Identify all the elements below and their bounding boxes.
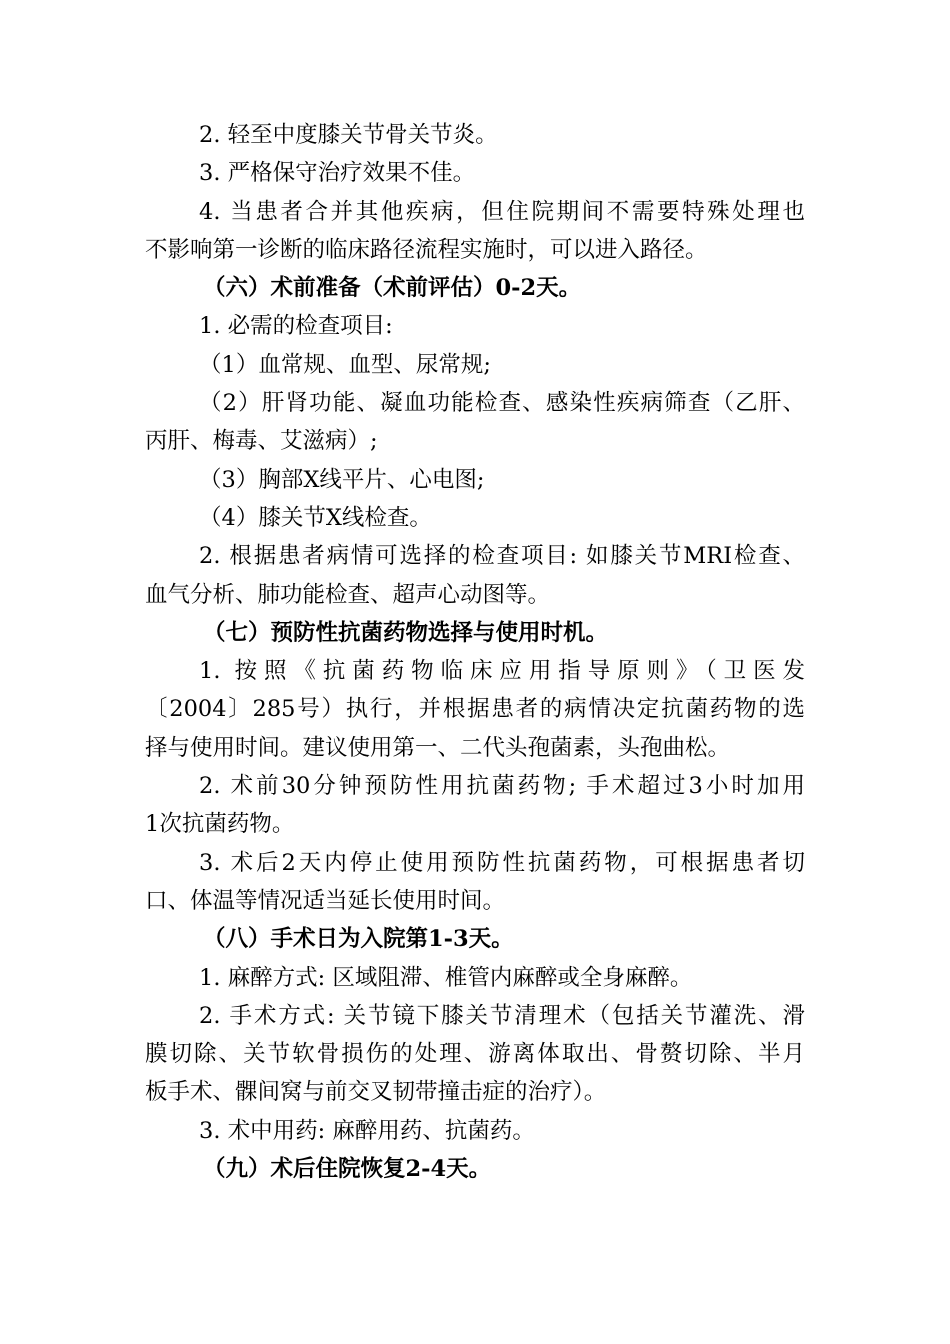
text-line: 3. 严格保守治疗效果不佳。 bbox=[199, 160, 476, 187]
text-line: 2. 手术方式: 关节镜下膝关节清理术（包括关节灌洗、滑 bbox=[199, 1002, 805, 1029]
text-line: 血气分析、肺功能检查、超声心动图等。 bbox=[145, 581, 551, 608]
section-heading: （九）术后住院恢复2-4天。 bbox=[203, 1156, 492, 1183]
text-line: 口、体温等情况适当延长使用时间。 bbox=[145, 887, 506, 914]
text-line: 〔2004〕285号）执行，并根据患者的病情决定抗菌药物的选 bbox=[145, 696, 805, 723]
text-line: 丙肝、梅毒、艾滋病）; bbox=[145, 428, 378, 455]
document-page bbox=[145, 116, 805, 1188]
text-line: 1次抗菌药物。 bbox=[145, 811, 295, 838]
text-line: （1）血常规、血型、尿常规; bbox=[199, 351, 491, 378]
text-line: 2. 根据患者病情可选择的检查项目: 如膝关节MRI检查、 bbox=[199, 543, 805, 570]
text-line: （2）肝肾功能、凝血功能检查、感染性疾病筛查（乙肝、 bbox=[199, 390, 805, 417]
text-line: 1. 按照《抗菌药物临床应用指导原则》（卫医发 bbox=[199, 658, 805, 685]
text-line: （3）胸部X线平片、心电图; bbox=[199, 466, 485, 493]
text-line: 不影响第一诊断的临床路径流程实施时，可以进入路径。 bbox=[145, 236, 708, 263]
text-line: 2. 术前30分钟预防性用抗菌药物; 手术超过3小时加用 bbox=[199, 773, 805, 800]
text-line: 3. 术中用药: 麻醉用药、抗菌药。 bbox=[199, 1117, 535, 1144]
text-line: 膜切除、关节软骨损伤的处理、游离体取出、骨赘切除、半月 bbox=[145, 1041, 805, 1068]
text-line: 1. 麻醉方式: 区域阻滞、椎管内麻醉或全身麻醉。 bbox=[199, 964, 693, 991]
text-line: （4）膝关节X线检查。 bbox=[199, 504, 432, 531]
text-line: 1. 必需的检查项目: bbox=[199, 313, 393, 340]
section-heading: （六）术前准备（术前评估）0-2天。 bbox=[203, 275, 582, 302]
text-line: 板手术、髁间窝与前交叉韧带撞击症的治疗）。 bbox=[145, 1079, 607, 1106]
text-line: 4. 当患者合并其他疾病，但住院期间不需要特殊处理也 bbox=[199, 198, 805, 225]
section-heading: （八）手术日为入院第1-3天。 bbox=[203, 926, 514, 953]
section-heading: （七）预防性抗菌药物选择与使用时机。 bbox=[203, 619, 609, 646]
text-line: 2. 轻至中度膝关节骨关节炎。 bbox=[199, 122, 498, 148]
text-line: 3. 术后2天内停止使用预防性抗菌药物，可根据患者切 bbox=[199, 849, 805, 876]
text-line: 择与使用时间。建议使用第一、二代头孢菌素，头孢曲松。 bbox=[145, 734, 731, 761]
